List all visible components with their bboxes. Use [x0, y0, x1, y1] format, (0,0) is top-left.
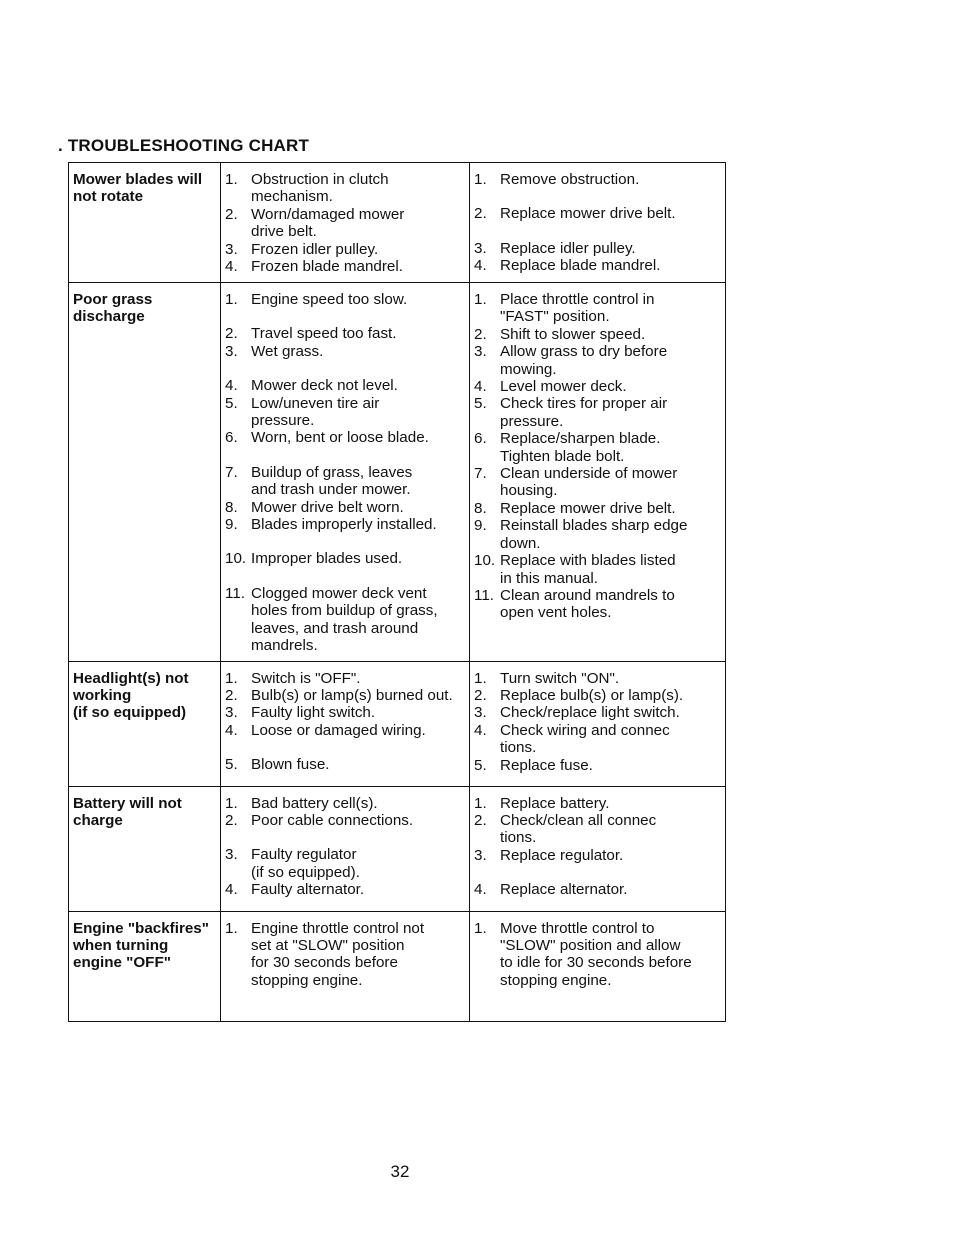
problem-line: (if so equipped): [73, 704, 187, 722]
item-line: for 30 seconds before: [251, 954, 398, 972]
item-number: 3.: [474, 846, 487, 864]
item-line: Buildup of grass, leaves: [251, 463, 413, 481]
item-number: 1.: [474, 919, 487, 937]
item-line: Mower deck not level.: [251, 377, 398, 395]
spacer: [225, 533, 465, 550]
table-row: [69, 911, 726, 1021]
spacer: [474, 188, 721, 205]
item-line: Bulb(s) or lamp(s) burned out.: [251, 686, 453, 704]
remedy-cell: [470, 163, 726, 283]
item-text: [251, 585, 465, 655]
cause-item: [225, 881, 465, 898]
item-text: [251, 171, 465, 206]
remedy-item: [474, 517, 721, 552]
item-line: Replace mower drive belt.: [500, 499, 676, 517]
item-line: Blades improperly installed.: [251, 516, 437, 534]
table-row: [69, 661, 726, 786]
item-text: [500, 587, 721, 622]
item-line: Move throttle control to: [500, 919, 655, 937]
item-number: 2.: [474, 811, 487, 829]
item-line: Travel speed too fast.: [251, 325, 397, 343]
spacer: [225, 308, 465, 325]
remedy-item: [474, 205, 721, 222]
item-line: Poor cable connections.: [251, 811, 414, 829]
item-line: Replace fuse.: [500, 756, 593, 774]
item-text: [500, 795, 721, 812]
troubleshooting-table-body: [69, 163, 726, 1022]
item-line: Mower drive belt worn.: [251, 498, 404, 516]
item-number: 3.: [474, 343, 487, 361]
item-number: 7.: [474, 465, 487, 483]
item-number: 10.: [225, 550, 247, 568]
item-number: 2.: [225, 205, 238, 223]
cause-cell: [221, 661, 470, 786]
item-text: [251, 846, 465, 881]
remedy-item: [474, 757, 721, 774]
item-line: in this manual.: [500, 569, 598, 587]
item-number: 9.: [225, 516, 238, 534]
remedy-item: [474, 343, 721, 378]
item-line: Replace/sharpen blade.: [500, 430, 661, 448]
remedy-item: [474, 465, 721, 500]
item-text: [251, 241, 465, 258]
item-text: [251, 343, 465, 360]
cause-item: [225, 464, 465, 499]
item-number: 4.: [474, 721, 487, 739]
cause-item: [225, 722, 465, 739]
item-line: set at "SLOW" position: [251, 936, 405, 954]
item-text: [251, 756, 465, 773]
cause-item: [225, 846, 465, 881]
item-number: 1.: [474, 171, 487, 188]
item-line: mowing.: [500, 360, 557, 378]
cause-item: [225, 687, 465, 704]
cause-item: [225, 429, 465, 446]
item-number: 2.: [474, 205, 487, 223]
problem-cell: [69, 661, 221, 786]
item-line: Replace regulator.: [500, 846, 624, 864]
item-number: 2.: [474, 686, 487, 704]
item-line: Level mower deck.: [500, 378, 627, 396]
item-line: pressure.: [251, 412, 315, 430]
item-line: Frozen blade mandrel.: [251, 258, 403, 276]
cause-item: [225, 585, 465, 655]
item-number: 3.: [225, 240, 238, 258]
cause-cell: [221, 911, 470, 1021]
remedy-item: [474, 847, 721, 864]
item-line: Check/clean all connec: [500, 811, 657, 829]
remedy-item: [474, 687, 721, 704]
item-line: Shift to slower speed.: [500, 325, 646, 343]
item-text: [500, 240, 721, 257]
item-number: 4.: [225, 721, 238, 739]
problem-line: when turning: [73, 936, 169, 954]
item-number: 1.: [474, 669, 487, 687]
item-line: Allow grass to dry before: [500, 343, 668, 361]
item-line: Replace bulb(s) or lamp(s).: [500, 686, 684, 704]
remedy-item: [474, 670, 721, 687]
item-line: Place throttle control in: [500, 291, 655, 308]
cause-item: [225, 550, 465, 567]
item-line: Clean around mandrels to: [500, 586, 675, 604]
item-number: 2.: [225, 686, 238, 704]
item-number: 9.: [474, 517, 487, 535]
item-text: [500, 500, 721, 517]
item-text: [251, 395, 465, 430]
item-number: 1.: [225, 171, 238, 188]
item-line: Obstruction in clutch: [251, 171, 389, 188]
cause-item: [225, 395, 465, 430]
item-line: Frozen idler pulley.: [251, 240, 379, 258]
item-text: [251, 550, 465, 567]
item-text: [500, 205, 721, 222]
remedy-cell: [470, 283, 726, 662]
item-line: open vent holes.: [500, 604, 612, 622]
item-line: Loose or damaged wiring.: [251, 721, 426, 739]
item-line: to idle for 30 seconds before: [500, 954, 692, 972]
item-line: Remove obstruction.: [500, 171, 640, 188]
item-number: 1.: [474, 794, 487, 812]
spacer: [225, 568, 465, 585]
remedy-item: [474, 240, 721, 257]
item-line: Improper blades used.: [251, 550, 403, 568]
item-text: [251, 920, 465, 990]
item-line: drive belt.: [251, 223, 317, 241]
item-line: Low/uneven tire air: [251, 394, 380, 412]
item-number: 3.: [474, 239, 487, 257]
remedy-item: [474, 257, 721, 274]
item-line: Replace battery.: [500, 794, 610, 812]
item-text: [500, 465, 721, 500]
item-text: [251, 704, 465, 721]
item-text: [251, 206, 465, 241]
item-number: 4.: [474, 257, 487, 275]
item-number: 2.: [225, 325, 238, 343]
cause-item: [225, 343, 465, 360]
item-text: [251, 812, 465, 829]
item-text: [500, 881, 721, 898]
remedy-cell: [470, 911, 726, 1021]
item-line: housing.: [500, 482, 558, 500]
remedy-item: [474, 795, 721, 812]
item-line: mandrels.: [251, 637, 318, 655]
problem-line: working: [73, 686, 132, 704]
item-line: down.: [500, 534, 541, 552]
item-text: [251, 516, 465, 533]
item-line: Check tires for proper air: [500, 395, 668, 413]
item-line: pressure.: [500, 412, 564, 430]
item-number: 3.: [225, 846, 238, 864]
item-text: [251, 499, 465, 516]
item-line: Replace alternator.: [500, 881, 628, 899]
item-text: [251, 670, 465, 687]
item-line: mechanism.: [251, 188, 333, 206]
item-number: 3.: [225, 704, 238, 722]
item-line: Wet grass.: [251, 342, 324, 360]
item-number: 8.: [225, 498, 238, 516]
item-line: stopping engine.: [251, 971, 363, 989]
remedy-item: [474, 378, 721, 395]
cause-item: [225, 206, 465, 241]
item-text: [500, 517, 721, 552]
item-line: Faulty regulator: [251, 846, 357, 864]
item-number: 4.: [474, 881, 487, 899]
problem-line: engine "OFF": [73, 954, 171, 972]
item-line: Replace idler pulley.: [500, 239, 636, 257]
cause-item: [225, 241, 465, 258]
remedy-item: [474, 430, 721, 465]
remedy-cell: [470, 786, 726, 911]
item-number: 3.: [225, 342, 238, 360]
troubleshooting-table: [68, 162, 726, 1022]
spacer: [474, 223, 721, 240]
cause-item: [225, 704, 465, 721]
spacer: [225, 360, 465, 377]
cause-item: [225, 291, 465, 308]
item-number: 4.: [225, 881, 238, 899]
item-number: 5.: [474, 395, 487, 413]
item-number: 11.: [474, 586, 494, 604]
item-line: "FAST" position.: [500, 308, 610, 326]
item-text: [500, 552, 721, 587]
item-line: "SLOW" position and allow: [500, 936, 681, 954]
cause-item: [225, 756, 465, 773]
remedy-item: [474, 812, 721, 847]
remedy-item: [474, 704, 721, 721]
item-line: Reinstall blades sharp edge: [500, 517, 688, 535]
item-text: [500, 812, 721, 847]
item-line: Faulty light switch.: [251, 704, 376, 722]
item-line: tions.: [500, 739, 537, 757]
item-text: [500, 395, 721, 430]
page-number: 32: [390, 1162, 410, 1181]
item-line: Clogged mower deck vent: [251, 584, 427, 602]
item-line: (if so equipped).: [251, 863, 360, 881]
item-text: [500, 704, 721, 721]
item-number: 4.: [225, 258, 238, 276]
item-text: [500, 430, 721, 465]
cause-item: [225, 795, 465, 812]
remedy-item: [474, 326, 721, 343]
item-line: Check wiring and connec: [500, 721, 670, 739]
item-text: [251, 795, 465, 812]
item-line: Clean underside of mower: [500, 465, 678, 483]
item-number: 7.: [225, 463, 238, 481]
item-number: 2.: [225, 811, 238, 829]
item-text: [251, 464, 465, 499]
item-line: Engine speed too slow.: [251, 291, 408, 308]
item-text: [500, 291, 721, 326]
spacer: [225, 739, 465, 756]
item-number: 4.: [225, 377, 238, 395]
item-line: tions.: [500, 829, 537, 847]
item-number: 1.: [225, 919, 238, 937]
problem-cell: [69, 911, 221, 1021]
item-number: 11.: [225, 584, 245, 602]
item-number: 8.: [474, 499, 487, 517]
item-line: Replace blade mandrel.: [500, 257, 661, 275]
item-text: [251, 258, 465, 275]
cause-cell: [221, 163, 470, 283]
item-text: [500, 722, 721, 757]
table-row: [69, 163, 726, 283]
remedy-item: [474, 395, 721, 430]
item-text: [500, 687, 721, 704]
problem-line: Poor grass: [73, 291, 153, 308]
remedy-item: [474, 291, 721, 326]
item-number: 1.: [225, 291, 238, 308]
remedy-item: [474, 920, 721, 990]
item-line: Worn, bent or loose blade.: [251, 429, 429, 447]
item-number: 5.: [225, 756, 238, 774]
problem-line: not rotate: [73, 188, 144, 206]
item-text: [251, 722, 465, 739]
problem-cell: [69, 163, 221, 283]
problem-cell: [69, 283, 221, 662]
remedy-item: [474, 722, 721, 757]
item-number: 5.: [225, 394, 238, 412]
item-line: holes from buildup of grass,: [251, 602, 438, 620]
item-number: 6.: [474, 430, 487, 448]
problem-line: Headlight(s) not: [73, 669, 189, 687]
item-text: [500, 847, 721, 864]
item-number: 4.: [474, 378, 487, 396]
item-text: [500, 326, 721, 343]
cause-item: [225, 670, 465, 687]
cause-item: [225, 812, 465, 829]
item-text: [500, 757, 721, 774]
cause-cell: [221, 283, 470, 662]
item-line: Bad battery cell(s).: [251, 794, 378, 812]
item-line: stopping engine.: [500, 971, 612, 989]
remedy-item: [474, 881, 721, 898]
item-line: Switch is "OFF".: [251, 669, 361, 687]
remedy-item: [474, 171, 721, 188]
cause-item: [225, 171, 465, 206]
cause-item: [225, 258, 465, 275]
item-number: 3.: [474, 704, 487, 722]
spacer: [225, 829, 465, 846]
item-number: 1.: [225, 794, 238, 812]
item-number: 6.: [225, 429, 238, 447]
cause-item: [225, 325, 465, 342]
remedy-item: [474, 587, 721, 622]
item-text: [500, 171, 721, 188]
spacer: [474, 864, 721, 881]
item-number: 5.: [474, 756, 487, 774]
chart-title: . TROUBLESHOOTING CHART: [58, 136, 310, 155]
item-text: [500, 920, 721, 990]
item-text: [500, 343, 721, 378]
item-line: Replace with blades listed: [500, 552, 676, 570]
cause-item: [225, 377, 465, 394]
item-text: [500, 670, 721, 687]
item-line: Blown fuse.: [251, 756, 330, 774]
table-row: [69, 786, 726, 911]
problem-line: Battery will not: [73, 794, 182, 812]
cause-cell: [221, 786, 470, 911]
item-text: [500, 378, 721, 395]
spacer: [225, 447, 465, 464]
cause-item: [225, 516, 465, 533]
item-line: Check/replace light switch.: [500, 704, 680, 722]
cause-item: [225, 920, 465, 990]
item-number: 1.: [225, 669, 238, 687]
remedy-item: [474, 500, 721, 517]
item-line: Worn/damaged mower: [251, 205, 405, 223]
item-line: Turn switch "ON".: [500, 669, 620, 687]
item-number: 10.: [474, 552, 496, 570]
problem-cell: [69, 786, 221, 911]
table-row: [69, 283, 726, 662]
item-line: leaves, and trash around: [251, 619, 419, 637]
item-text: [251, 429, 465, 446]
item-text: [500, 257, 721, 274]
item-line: Engine throttle control not: [251, 919, 425, 937]
problem-line: discharge: [73, 308, 145, 326]
item-line: Replace mower drive belt.: [500, 205, 676, 223]
item-line: and trash under mower.: [251, 481, 411, 499]
item-number: 2.: [474, 325, 487, 343]
item-text: [251, 325, 465, 342]
item-text: [251, 687, 465, 704]
item-text: [251, 881, 465, 898]
problem-line: charge: [73, 811, 123, 829]
cause-item: [225, 499, 465, 516]
item-line: Faulty alternator.: [251, 881, 365, 899]
item-text: [251, 377, 465, 394]
problem-line: Mower blades will: [73, 171, 203, 188]
item-number: 1.: [474, 291, 487, 308]
remedy-item: [474, 552, 721, 587]
remedy-cell: [470, 661, 726, 786]
item-line: Tighten blade bolt.: [500, 447, 625, 465]
problem-line: Engine "backfires": [73, 919, 209, 937]
item-text: [251, 291, 465, 308]
